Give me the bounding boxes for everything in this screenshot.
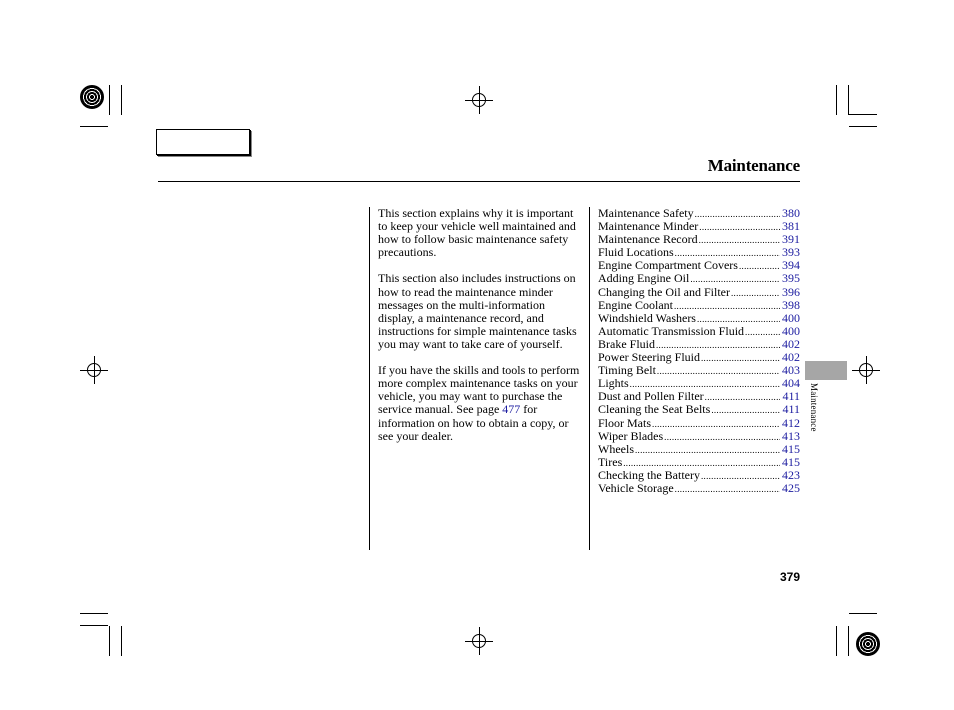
toc-entry[interactable]	[598, 482, 800, 495]
toc-leader-dots	[695, 208, 780, 221]
page-reference-link[interactable]: 477	[502, 402, 521, 417]
toc-leader-dots	[635, 444, 780, 457]
toc-leader-dots	[745, 326, 780, 339]
toc-leader-dots	[711, 404, 780, 417]
toc-page-link[interactable]: 403	[782, 363, 800, 378]
toc-page-link[interactable]: 398	[782, 297, 800, 312]
toc-page-link[interactable]: 400	[782, 323, 800, 338]
toc-page-link[interactable]: 425	[782, 480, 800, 495]
toc-entry-title: Automatic Transmission Fluid	[598, 323, 745, 338]
toc-entry[interactable]	[598, 299, 800, 312]
toc-leader-dots	[731, 287, 780, 300]
crop-line	[109, 626, 110, 656]
toc-entry-title: Floor Mats	[598, 415, 652, 430]
toc-entry-title: Tires	[598, 454, 623, 469]
toc-page-link[interactable]: 400	[782, 310, 800, 325]
crosshair-icon	[465, 86, 493, 114]
crop-line	[848, 626, 849, 656]
toc-entry[interactable]	[598, 312, 800, 325]
crop-line	[848, 85, 849, 115]
header-tab-box	[156, 129, 250, 155]
toc-entry-title: Maintenance Safety	[598, 206, 694, 220]
toc-entry-title: Engine Compartment Covers	[598, 258, 738, 273]
crop-line	[80, 613, 108, 614]
toc-leader-dots	[699, 221, 780, 234]
toc-entry-title: Checking the Battery	[598, 467, 700, 482]
toc-page-link[interactable]: 380	[782, 206, 800, 220]
intro-paragraph-3	[378, 364, 584, 443]
toc-entry-title: Power Steering Fluid	[598, 350, 700, 365]
crop-line	[80, 126, 108, 127]
toc-page-link[interactable]: 402	[782, 336, 800, 351]
crop-line	[80, 625, 108, 626]
section-thumb-tab	[805, 361, 847, 380]
crop-line	[849, 613, 877, 614]
toc-page-link[interactable]: 391	[782, 232, 800, 247]
toc-leader-dots	[739, 260, 780, 273]
toc-leader-dots	[701, 470, 780, 483]
toc-page-link[interactable]: 394	[782, 258, 800, 273]
toc-entry[interactable]	[598, 325, 800, 338]
toc-leader-dots	[664, 431, 780, 444]
toc-page-link[interactable]: 402	[782, 350, 800, 365]
toc-entry-title: Cleaning the Seat Belts	[598, 402, 711, 417]
crop-line	[836, 626, 837, 656]
toc-leader-dots	[675, 483, 780, 496]
toc-entry[interactable]	[598, 430, 800, 443]
header-rule	[158, 181, 800, 182]
page-title: Maintenance	[707, 156, 800, 175]
toc-entry-title: Changing the Oil and Filter	[598, 284, 730, 299]
toc-entry-title: Engine Coolant	[598, 297, 673, 312]
toc-page-link[interactable]: 381	[782, 219, 800, 234]
crosshair-icon	[852, 356, 880, 384]
toc-leader-dots	[701, 352, 780, 365]
crosshair-icon	[80, 356, 108, 384]
crop-line	[849, 126, 877, 127]
toc-leader-dots	[657, 365, 780, 378]
toc-entry-title: Maintenance Minder	[598, 219, 699, 234]
toc-entry-title: Dust and Pollen Filter	[598, 389, 704, 404]
toc-entry[interactable]	[598, 403, 800, 416]
intro-paragraph-3-text: for information on how to obtain a copy, or see your dealer.	[378, 402, 569, 443]
crosshair-icon	[465, 627, 493, 655]
toc-entry-title: Wheels	[598, 441, 634, 456]
toc-entry[interactable]	[598, 417, 800, 430]
crop-line	[121, 85, 122, 115]
crop-line	[836, 85, 837, 115]
toc-page-link[interactable]: 412	[782, 415, 800, 430]
toc-page-link[interactable]: 396	[782, 284, 800, 299]
toc-page-link[interactable]: 415	[782, 441, 800, 456]
toc-entry-title: Maintenance Record	[598, 232, 698, 247]
intro-paragraph-2: This section also includes instructions on how to read the maintenance minder messages on the multi-information display, a maintenance record, and instructions for simple maintenance tasks you may want to take care of yourself.	[378, 271, 577, 351]
toc-page-link[interactable]: 395	[782, 271, 800, 286]
toc-entry[interactable]	[598, 469, 800, 482]
toc-leader-dots	[705, 391, 781, 404]
section-side-label: Maintenance	[809, 383, 819, 432]
toc-entry-title: Lights	[598, 376, 629, 391]
toc-page-link[interactable]: 415	[782, 454, 800, 469]
toc-page-link[interactable]: 423	[782, 467, 800, 482]
column-divider	[369, 207, 370, 550]
page-number: 379	[779, 570, 800, 584]
column-divider	[589, 207, 590, 550]
registration-target-icon	[80, 85, 104, 109]
crop-line	[121, 626, 122, 656]
intro-paragraph-1: This section explains why it is important to keep your vehicle well maintained and how to follow basic maintenance safety precautions.	[378, 206, 576, 260]
intro-text	[378, 207, 584, 456]
registration-target-icon	[856, 632, 880, 656]
toc-entry-title: Fluid Locations	[598, 245, 674, 260]
toc-entry-title: Windshield Washers	[598, 310, 696, 325]
toc-entry[interactable]	[598, 272, 800, 285]
crop-line	[109, 85, 110, 115]
toc-entry-title: Wiper Blades	[598, 428, 664, 443]
intro-paragraph-3-text: If you have the skills and tools to perform more complex maintenance tasks on your vehicle, you may want to purchase the service manual. See page	[378, 363, 580, 417]
toc-page-link[interactable]: 413	[782, 428, 800, 443]
crop-line	[849, 114, 877, 115]
toc-page-link[interactable]: 411	[782, 389, 800, 404]
toc-page-link[interactable]: 404	[782, 376, 800, 391]
toc-entry[interactable]	[598, 443, 800, 456]
table-of-contents	[598, 207, 800, 495]
toc-entry[interactable]	[598, 286, 800, 299]
toc-entry[interactable]	[598, 456, 800, 469]
toc-entry-title: Brake Fluid	[598, 336, 655, 351]
toc-page-link[interactable]: 393	[782, 245, 800, 260]
toc-leader-dots	[652, 418, 780, 431]
toc-entry-title: Adding Engine Oil	[598, 271, 690, 286]
toc-leader-dots	[699, 234, 780, 247]
toc-entry-title: Timing Belt	[598, 363, 656, 378]
toc-entry-title: Vehicle Storage	[598, 480, 674, 495]
toc-page-link[interactable]: 411	[782, 402, 800, 417]
